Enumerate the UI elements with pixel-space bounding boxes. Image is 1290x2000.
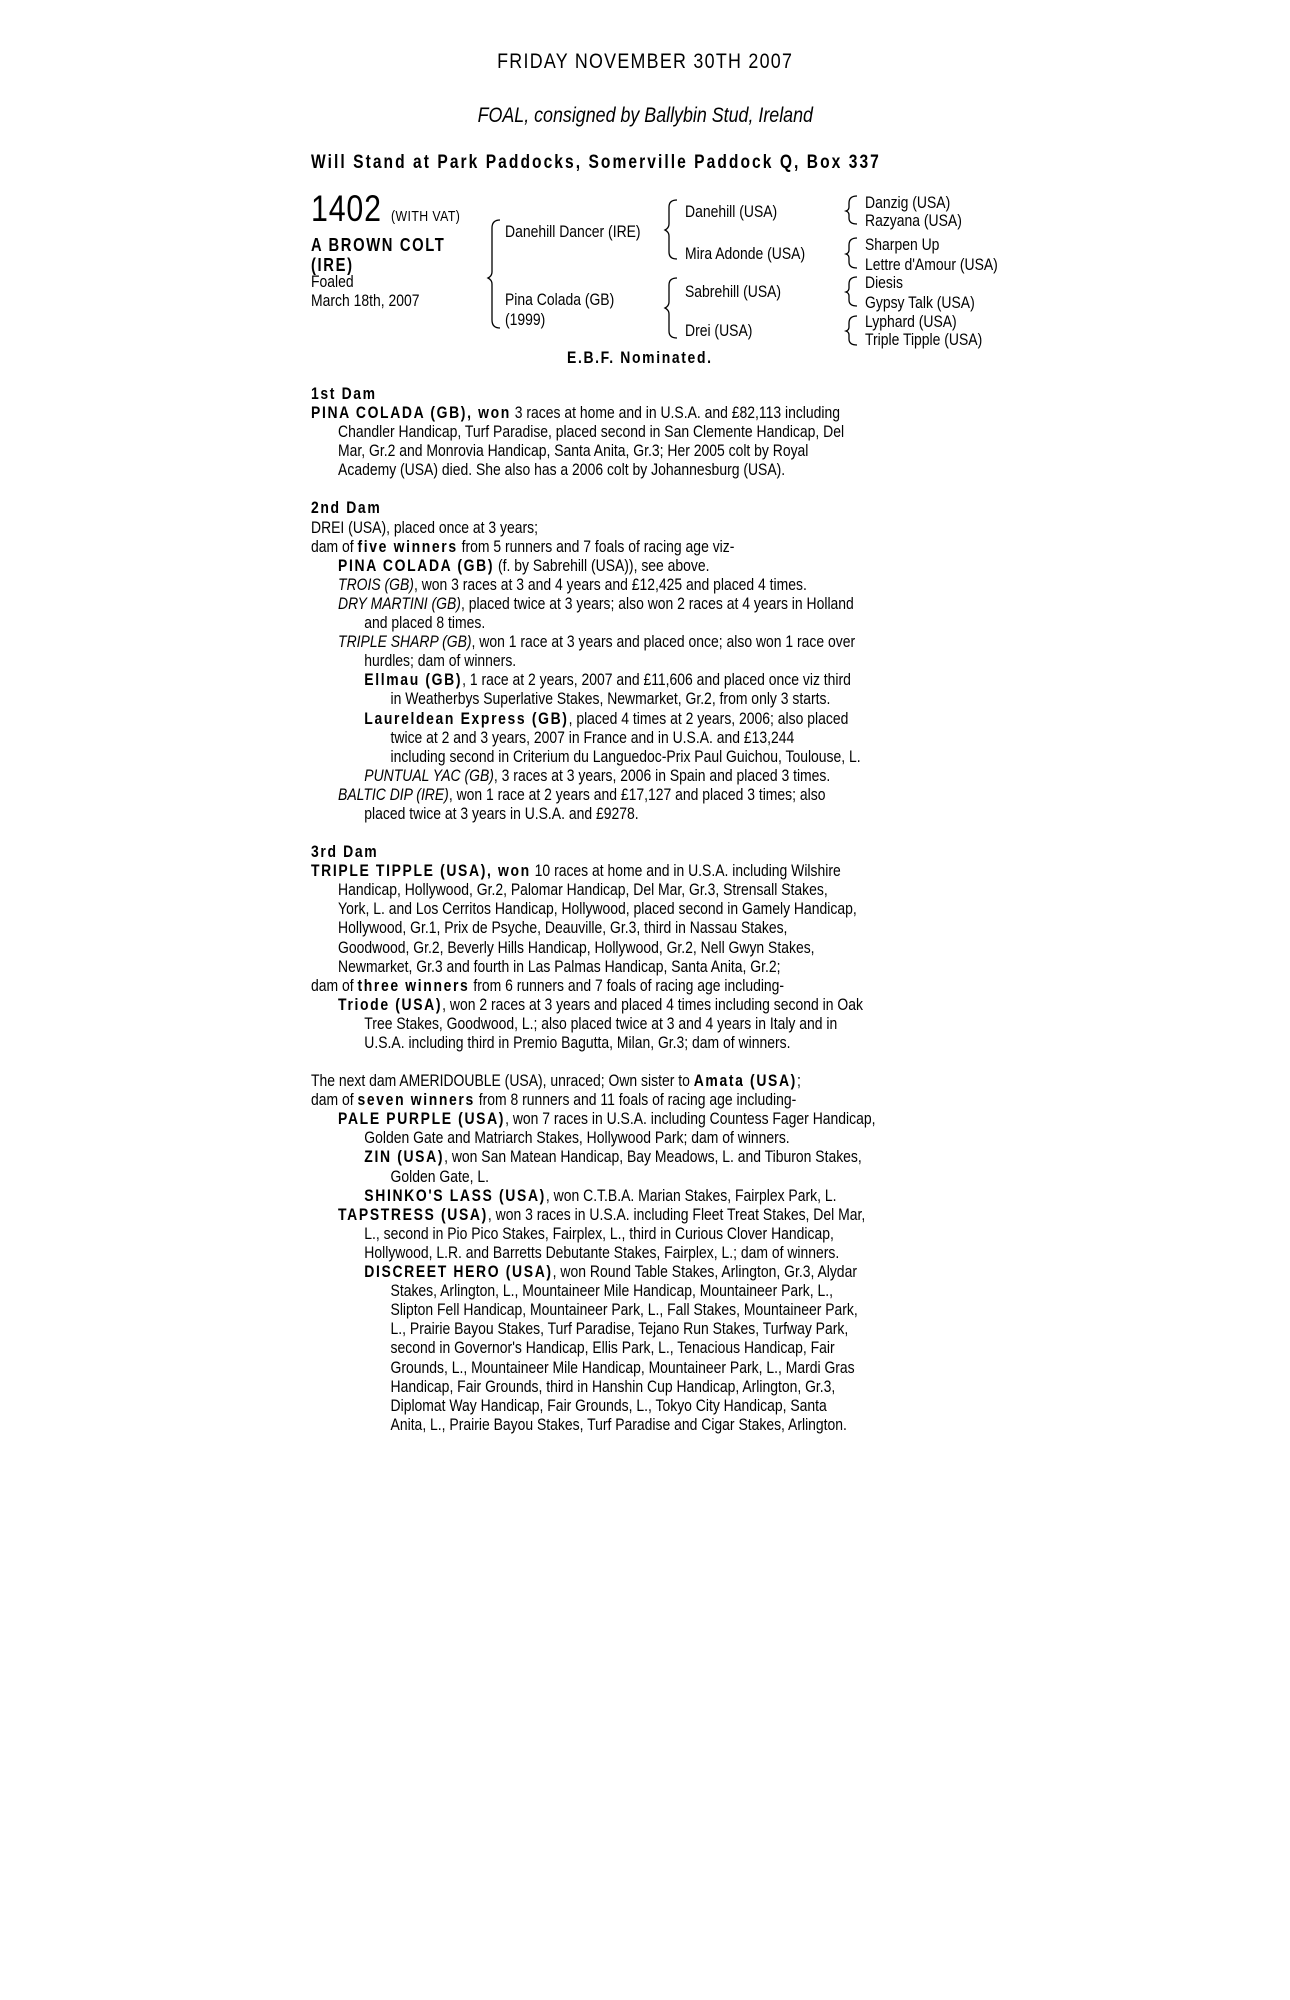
text-line: Ellmau (GB), 1 race at 2 years, 2007 and £11,606 and placed once viz third [364, 670, 851, 690]
text-line: and placed 8 times. [364, 613, 486, 633]
sire-dam: Mira Adonde (USA) [685, 244, 806, 263]
text-line: PALE PURPLE (USA), won 7 races in U.S.A. including Countess Fager Handicap, [338, 1109, 876, 1129]
great-grandparent-8: Triple Tipple (USA) [865, 330, 983, 349]
third-dam-heading: 3rd Dam [311, 842, 379, 862]
text-line: PINA COLADA (GB) (f. by Sabrehill (USA)), see above. [338, 555, 710, 575]
text-line: Hollywood, Gr.1, Prix de Psyche, Deauville, Gr.3, third in Nassau Stakes, [338, 918, 788, 938]
text-line: York, L. and Los Cerritos Handicap, Hollywood, placed second in Gamely Handicap, [338, 899, 857, 919]
text-line: U.S.A. including third in Premio Bagutta, Milan, Gr.3; dam of winners. [364, 1033, 791, 1052]
second-dam-heading: 2nd Dam [311, 498, 382, 518]
text-line: placed twice at 3 years in U.S.A. and £9278. [364, 803, 639, 823]
text-line: Triode (USA), won 2 races at 3 years and placed 4 times including second in Oak [338, 994, 863, 1014]
text-line: PUNTUAL YAC (GB), 3 races at 3 years, 2006 in Spain and placed 3 times. [364, 765, 831, 785]
great-grandparent-7: Lyphard (USA) [865, 312, 957, 331]
dam: Pina Colada (GB) [505, 290, 615, 309]
pedigree-braces [0, 0, 1290, 360]
text-line: L., second in Pio Pico Stakes, Fairplex, L., third in Curious Clover Handicap, [364, 1223, 834, 1243]
text-line: DRY MARTINI (GB), placed twice at 3 years; also won 2 races at 4 years in Holland [338, 593, 854, 613]
text-line: second in Governor's Handicap, Ellis Park, L., Tenacious Handicap, Fair [390, 1338, 835, 1358]
dam-dam: Drei (USA) [685, 321, 753, 340]
text-line: TRIPLE TIPPLE (USA), won 10 races at home and in U.S.A. including Wilshire [311, 861, 841, 881]
sire-sire: Danehill (USA) [685, 202, 778, 221]
text-line: SHINKO'S LASS (USA), won C.T.B.A. Marian Stakes, Fairplex Park, L. [364, 1185, 837, 1205]
dam-sire: Sabrehill (USA) [685, 282, 782, 301]
text-line: hurdles; dam of winners. [364, 651, 517, 671]
sire: Danehill Dancer (IRE) [505, 222, 641, 241]
text-line: including second in Criterium du Languedoc-Prix Paul Guichou, Toulouse, L. [390, 746, 861, 766]
text-line: Goodwood, Gr.2, Beverly Hills Handicap, Hollywood, Gr.2, Nell Gwyn Stakes, [338, 937, 815, 957]
text-line: TAPSTRESS (USA), won 3 races in U.S.A. including Fleet Treat Stakes, Del Mar, [338, 1204, 866, 1224]
text-line: ZIN (USA), won San Matean Handicap, Bay Meadows, L. and Tiburon Stakes, [364, 1147, 862, 1167]
text-line: BALTIC DIP (IRE), won 1 race at 2 years and £17,127 and placed 3 times; also [338, 784, 826, 804]
text-line: Golden Gate, L. [390, 1166, 489, 1186]
stand-location: Will Stand at Park Paddocks, Somerville Paddock Q, Box 337 [311, 152, 881, 173]
text-line: dam of seven winners from 8 runners and 11 foals of racing age including- [311, 1090, 797, 1110]
text-line: Grounds, L., Mountaineer Mile Handicap, Mountaineer Park, L., Mardi Gras [390, 1357, 855, 1377]
text-line: Golden Gate and Matriarch Stakes, Hollywood Park; dam of winners. [364, 1128, 790, 1148]
great-grandparent-3: Sharpen Up [865, 235, 940, 254]
great-grandparent-6: Gypsy Talk (USA) [865, 293, 975, 312]
text-line: Hollywood, L.R. and Barretts Debutante Stakes, Fairplex, L.; dam of winners. [364, 1242, 840, 1262]
catalogue-page-body [311, 384, 1290, 1434]
text-line: Mar, Gr.2 and Monrovia Handicap, Santa Anita, Gr.3; Her 2005 colt by Royal [338, 441, 809, 461]
text-line: L., Prairie Bayou Stakes, Turf Paradise, Tejano Run Stakes, Turfway Park, [390, 1319, 849, 1339]
foaled-info: Foaled March 18th, 2007 [311, 272, 420, 310]
great-grandparent-5: Diesis [865, 273, 903, 292]
text-line: TRIPLE SHARP (GB), won 1 race at 3 years and placed once; also won 1 race over [338, 632, 856, 652]
text-line: twice at 2 and 3 years, 2007 in France and in U.S.A. and £13,244 [390, 727, 795, 747]
text-line: Tree Stakes, Goodwood, L.; also placed twice at 3 and 4 years in Italy and in [364, 1013, 838, 1033]
text-line: Anita, L., Prairie Bayou Stakes, Turf Paradise and Cigar Stakes, Arlington. [390, 1414, 847, 1434]
text-line: Stakes, Arlington, L., Mountaineer Mile Handicap, Mountaineer Park, L., [390, 1281, 833, 1301]
consignment-line: FOAL, consigned by Ballybin Stud, Ireland [477, 104, 813, 127]
great-grandparent-4: Lettre d'Amour (USA) [865, 255, 998, 274]
sale-date: FRIDAY NOVEMBER 30TH 2007 [496, 50, 794, 73]
text-line: Academy (USA) died. She also has a 2006 colt by Johannesburg (USA). [338, 460, 786, 480]
text-line: DREI (USA), placed once at 3 years; [311, 517, 539, 537]
text-line: Chandler Handicap, Turf Paradise, placed second in San Clemente Handicap, Del [338, 422, 845, 442]
text-line: in Weatherbys Superlative Stakes, Newmarket, Gr.2, from only 3 starts. [390, 689, 831, 709]
text-line: DISCREET HERO (USA), won Round Table Stakes, Arlington, Gr.3, Alydar [364, 1262, 857, 1282]
text-line: Diplomat Way Handicap, Fair Grounds, L., Tokyo City Handicap, Santa [390, 1395, 827, 1415]
text-line: dam of three winners from 6 runners and 7 foals of racing age including- [311, 975, 785, 995]
next-dam-line: The next dam AMERIDOUBLE (USA), unraced; Own sister to Amata (USA); [311, 1071, 801, 1091]
lot-description: A BROWN COLT (IRE) [311, 235, 446, 275]
first-dam-heading: 1st Dam [311, 384, 377, 403]
text-line: Slipton Fell Handicap, Mountaineer Park, L., Fall Stakes, Mountaineer Park, [390, 1300, 858, 1320]
dam-year: (1999) [505, 310, 546, 329]
text-line: Laureldean Express (GB), placed 4 times at 2 years, 2006; also placed [364, 708, 849, 728]
text-line: dam of five winners from 5 runners and 7 foals of racing age viz- [311, 536, 735, 556]
vat-note: (WITH VAT) [391, 208, 461, 225]
ebf-nominated: E.B.F. Nominated. [567, 348, 713, 367]
great-grandparent-2: Razyana (USA) [865, 211, 962, 230]
great-grandparent-1: Danzig (USA) [865, 193, 951, 212]
text-line: Handicap, Hollywood, Gr.2, Palomar Handicap, Del Mar, Gr.3, Strensall Stakes, [338, 880, 828, 900]
lot-number: 1402 (WITH VAT) [311, 188, 461, 229]
text-line: PINA COLADA (GB), won 3 races at home and in U.S.A. and £82,113 including [311, 403, 841, 423]
text-line: Newmarket, Gr.3 and fourth in Las Palmas Handicap, Santa Anita, Gr.2; [338, 956, 781, 976]
text-line: TROIS (GB), won 3 races at 3 and 4 years and £12,425 and placed 4 times. [338, 574, 807, 594]
text-line: Handicap, Fair Grounds, third in Hanshin Cup Handicap, Arlington, Gr.3, [390, 1376, 836, 1396]
